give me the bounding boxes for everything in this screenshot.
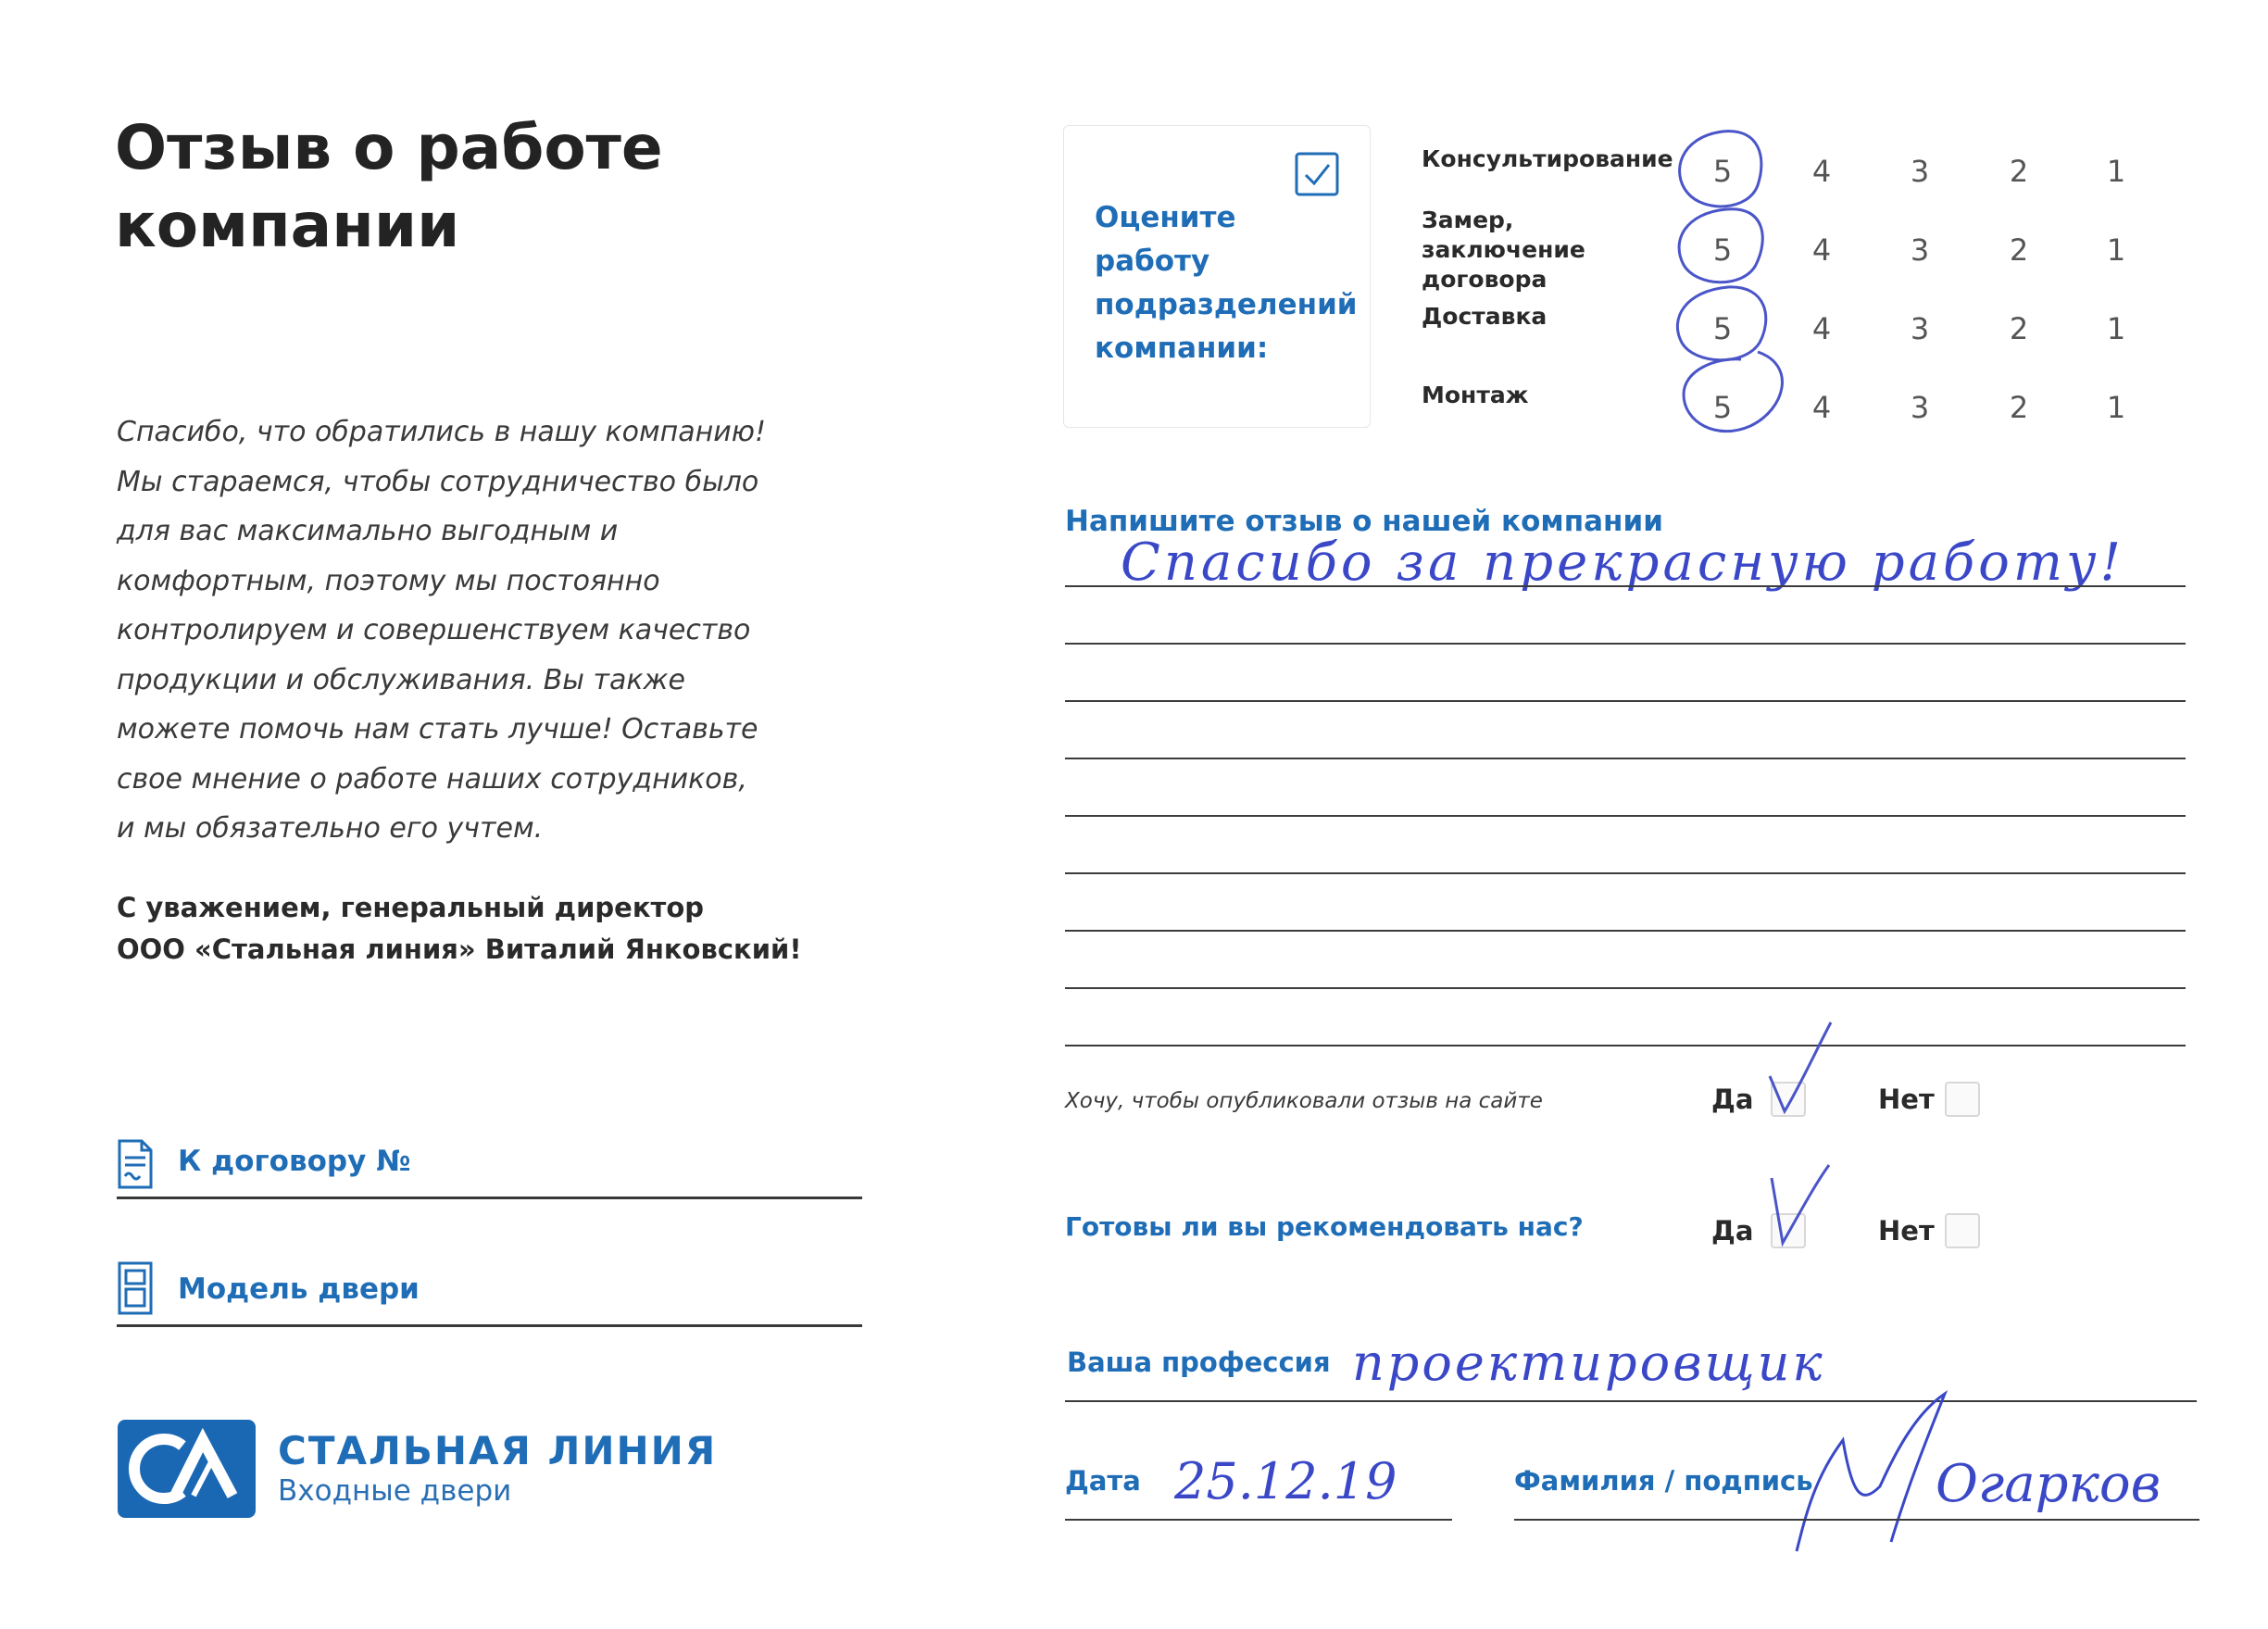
review-line: [1065, 872, 2186, 874]
review-line: [1065, 700, 2186, 702]
document-icon: [117, 1139, 154, 1189]
logo-mark-icon: [118, 1420, 256, 1518]
profession-line: [1065, 1400, 2197, 1402]
review-line: [1065, 643, 2186, 645]
rating-prompt-line: подразделений: [1095, 288, 1358, 321]
title-line-1: Отзыв о работе: [115, 112, 663, 183]
recommend-no-checkbox[interactable]: [1945, 1213, 1980, 1248]
publish-no-label: Нет: [1878, 1084, 1935, 1115]
selected-score-circles: [1648, 120, 1797, 454]
review-line: [1065, 987, 2186, 989]
score-option[interactable]: 2: [2009, 232, 2029, 268]
door-model-label: Модель двери: [178, 1272, 420, 1306]
handwritten-check-icon: [1764, 1158, 1838, 1259]
rating-prompt-line: Оцените: [1095, 201, 1236, 234]
signature-line: [1514, 1519, 2199, 1521]
score-option[interactable]: 3: [1910, 390, 1930, 425]
regards-line-1: С уважением, генеральный директор: [117, 892, 705, 923]
category-label: Монтаж: [1422, 382, 1529, 408]
score-option[interactable]: 1: [2106, 232, 2126, 268]
score-option[interactable]: 1: [2106, 154, 2126, 189]
logo-subtitle: Входные двери: [278, 1474, 512, 1508]
rating-prompt-line: компании:: [1095, 332, 1269, 365]
publish-question: Хочу, чтобы опубликовали отзыв на сайте: [1065, 1089, 1543, 1113]
door-icon: [117, 1261, 154, 1315]
rating-category-installation: [1422, 381, 1681, 410]
signature-label: Фамилия / подпись: [1514, 1465, 1813, 1497]
company-logo: [118, 1420, 256, 1518]
intro-line: для вас максимально выгодным и: [117, 515, 619, 547]
score-option[interactable]: 4: [1811, 154, 1832, 189]
profession-value[interactable]: проектировщик: [1352, 1334, 1825, 1392]
intro-line: комфортным, поэтому мы постоянно: [117, 564, 660, 597]
review-line: [1065, 930, 2186, 932]
score-option[interactable]: 5: [1712, 311, 1733, 346]
category-label: Замер, заключение: [1422, 207, 1585, 263]
signature-flourish: [1787, 1385, 1954, 1560]
category-label: Доставка: [1422, 303, 1548, 330]
recommend-question: Готовы ли вы рекомендовать нас?: [1065, 1211, 1584, 1242]
contract-number-field[interactable]: [117, 1139, 862, 1199]
intro-line: Спасибо, что обратились в нашу компанию!: [117, 416, 767, 448]
regards-line-2: ООО «Стальная линия» Виталий Янковский!: [117, 934, 802, 965]
rating-category-consulting: [1422, 144, 1681, 174]
review-heading: Напишите отзыв о нашей компании: [1065, 505, 1663, 538]
score-option[interactable]: 4: [1811, 390, 1832, 425]
rating-prompt: [1095, 196, 1372, 370]
intro-line: продукции и обслуживания. Вы также: [117, 663, 685, 696]
page-title: [115, 109, 763, 265]
category-label: Консультирование: [1422, 145, 1673, 172]
date-value[interactable]: 25.12.19: [1174, 1452, 1397, 1510]
intro-line: можете помочь нам стать лучше! Оставьте: [117, 713, 758, 746]
score-option[interactable]: 3: [1910, 232, 1930, 268]
score-option[interactable]: 4: [1811, 232, 1832, 268]
publish-no-checkbox[interactable]: [1945, 1082, 1980, 1117]
score-option[interactable]: 2: [2009, 311, 2029, 346]
door-model-field[interactable]: [117, 1261, 862, 1327]
score-option[interactable]: 2: [2009, 390, 2029, 425]
review-line: [1065, 815, 2186, 817]
intro-line: контролируем и совершенствуем качество: [117, 614, 751, 646]
checkbox-checked-icon: [1295, 152, 1339, 196]
review-handwritten-text[interactable]: Спасибо за прекрасную работу!: [1121, 533, 2124, 593]
score-option[interactable]: 2: [2009, 154, 2029, 189]
date-line: [1065, 1519, 1452, 1521]
score-option[interactable]: 3: [1910, 311, 1930, 346]
recommend-yes-label: Да: [1711, 1215, 1754, 1247]
rating-category-delivery: [1422, 302, 1681, 332]
director-regards: [117, 887, 876, 971]
rating-prompt-line: работу: [1095, 244, 1210, 278]
rating-category-measurement: [1422, 206, 1681, 294]
category-label: договора: [1422, 266, 1548, 293]
review-line: [1065, 585, 2186, 587]
logo-company-name: СТАЛЬНАЯ ЛИНИЯ: [278, 1428, 718, 1473]
recommend-no-label: Нет: [1878, 1215, 1935, 1247]
score-option[interactable]: 3: [1910, 154, 1930, 189]
date-label: Дата: [1065, 1465, 1141, 1497]
intro-line: свое мнение о работе наших сотрудников,: [117, 762, 747, 796]
score-option[interactable]: 5: [1712, 154, 1733, 189]
intro-text: [117, 407, 839, 854]
contract-number-label: К договору №: [178, 1145, 411, 1178]
score-option[interactable]: 1: [2106, 390, 2126, 425]
review-line: [1065, 1045, 2186, 1046]
profession-label: Ваша профессия: [1067, 1347, 1331, 1378]
score-option[interactable]: 4: [1811, 311, 1832, 346]
intro-line: и мы обязательно его учтем.: [117, 812, 544, 845]
score-option[interactable]: 5: [1712, 390, 1733, 425]
score-option[interactable]: 5: [1712, 232, 1733, 268]
publish-yes-label: Да: [1711, 1084, 1754, 1115]
title-line-2: компании: [115, 190, 460, 261]
intro-line: Мы стараемся, чтобы сотрудничество было: [117, 465, 759, 498]
review-line: [1065, 758, 2186, 759]
handwritten-check-icon: [1764, 1019, 1838, 1121]
signature-value[interactable]: Огарков: [1936, 1454, 2161, 1514]
score-option[interactable]: 1: [2106, 311, 2126, 346]
